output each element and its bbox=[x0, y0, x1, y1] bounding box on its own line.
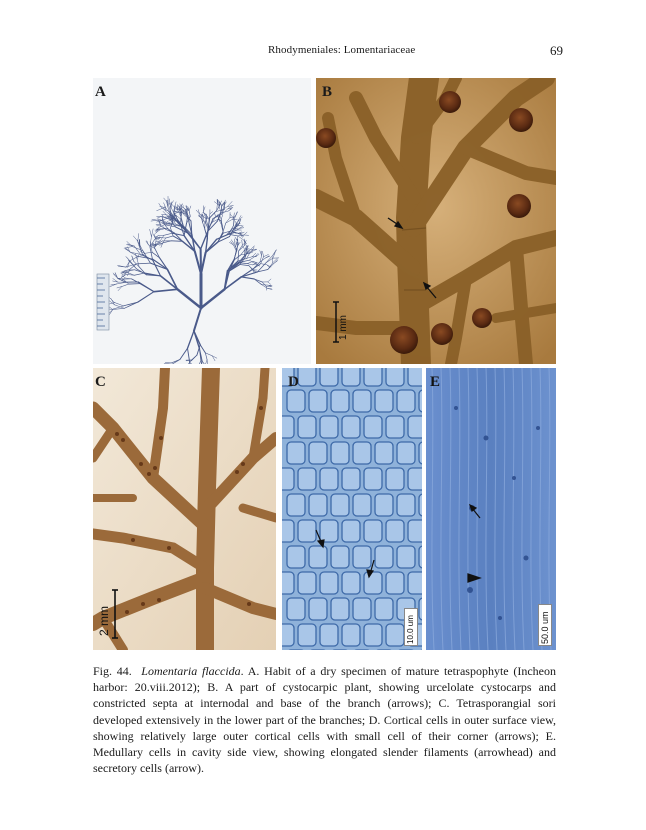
cystocarpic-plant-image bbox=[316, 78, 556, 364]
figure-panel-d bbox=[282, 368, 422, 650]
caption-text: . A. Habit of a dry specimen of mature tetraspophyte (Incheon harbor: 20.viii.2012); B. A part of cystocarpic plant, showing urcelolate cystocarps and constricted septa at internodal and base of the branch (arrows); C. Tetrasporangial sori developed extensively in the lower part of the branches; D. Cortical cells in outer surface view, showing relatively large outer cortical cells with small cell of their corner (arrows); E. Medullary cells in cavity side view, showing elongated slender filaments (arrowhead) and secretory cells (arrow). bbox=[93, 664, 557, 776]
figure-panel-c bbox=[93, 368, 276, 650]
figure-number: Fig. 44. bbox=[93, 664, 132, 678]
figure-panel-e bbox=[426, 368, 556, 650]
figure-panel-b bbox=[316, 78, 556, 364]
page-number: 69 bbox=[550, 43, 563, 58]
figure-panel-a bbox=[93, 78, 311, 364]
tetrasporangial-sori-image bbox=[93, 368, 276, 650]
specimen-habit-image bbox=[93, 78, 311, 364]
panel-letter-d: D bbox=[288, 374, 299, 390]
figure-caption bbox=[93, 663, 556, 776]
cortical-cells-image bbox=[282, 368, 422, 650]
panel-letter-e: E bbox=[430, 374, 441, 390]
scale-bar-label-e: 50.0 um bbox=[540, 611, 550, 644]
scale-bar-label-d: 10.0 um bbox=[406, 615, 415, 644]
panel-letter-b: B bbox=[322, 84, 333, 100]
ruler bbox=[97, 274, 109, 330]
medullary-cells-image bbox=[426, 368, 556, 650]
scale-bar-label-c: 2 mm bbox=[97, 606, 111, 636]
species-name: Lomentaria flaccida bbox=[141, 664, 241, 678]
running-head: Rhodymeniales: Lomentariaceae bbox=[268, 44, 416, 56]
scale-bar-label-b: 1 mm bbox=[338, 315, 349, 340]
panel-letter-a: A bbox=[95, 84, 106, 100]
panel-letter-c: C bbox=[95, 374, 106, 390]
